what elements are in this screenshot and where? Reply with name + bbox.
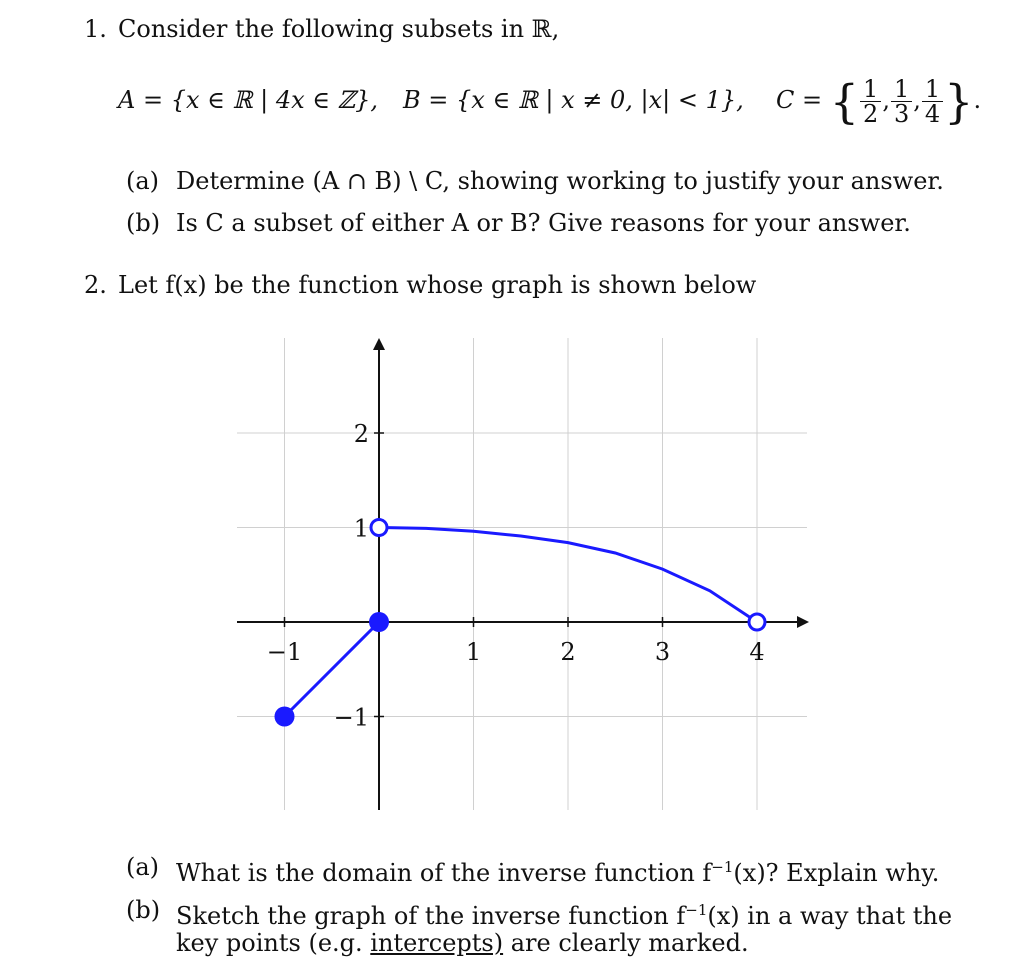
- y-axis-arrow: [373, 338, 385, 350]
- q2-part-b-label: (b): [126, 896, 161, 924]
- set-c-frac-1: $\frac{1}{2}$: [860, 77, 881, 126]
- set-a-definition: A = {x ∈ ℝ | 4x ∈ ℤ},: [118, 86, 379, 114]
- question-2-intro: Let f(x) be the function whose graph is shown below: [118, 271, 757, 299]
- right-brace: }: [944, 74, 974, 129]
- grid: [237, 338, 807, 810]
- series-line-segment: [285, 622, 380, 717]
- open-point: [371, 520, 387, 536]
- question-1-intro: Consider the following subsets in ℝ,: [118, 15, 560, 43]
- y-tick-label: −1: [333, 703, 369, 732]
- set-c-frac-2: $\frac{1}{3}$: [891, 77, 912, 126]
- q1-part-a-text: Determine (A ∩ B) \ C, showing working to justify your answer.: [176, 167, 944, 195]
- y-tick-label: 2: [353, 420, 369, 448]
- y-tick-label: 1: [353, 514, 369, 543]
- closed-point: [275, 707, 295, 727]
- left-brace: {: [829, 74, 860, 129]
- x-tick-label: −1: [266, 638, 303, 666]
- x-tick-label: 3: [654, 638, 671, 666]
- q2-part-a-text: What is the domain of the inverse function $f^{-1}(x)$? Explain why.: [176, 858, 940, 887]
- axes: [237, 338, 809, 810]
- q1-part-b-label: (b): [126, 209, 161, 237]
- set-b-definition: B = {x ∈ ℝ | x ≠ 0, |x| < 1},: [403, 86, 744, 114]
- set-c-frac-3: $\frac{1}{4}$: [922, 77, 943, 126]
- closed-point: [369, 612, 389, 632]
- q1-part-b-text: Is C a subset of either A or B? Give reasons for your answer.: [176, 209, 911, 237]
- x-tick-label: 2: [560, 638, 576, 666]
- question-2-number: 2.: [84, 271, 107, 299]
- function-graph: [232, 330, 812, 820]
- x-tick-label: 4: [749, 638, 765, 666]
- tick-labels: [267, 420, 765, 732]
- set-c-definition: C = { $\frac{1}{2}$ , $\frac{1}{3}$ , $\frac{1}{4}$ }.: [776, 74, 982, 129]
- x-axis-arrow: [797, 616, 809, 628]
- q2-part-a-label: (a): [126, 853, 160, 881]
- q2-part-b-text: Sketch the graph of the inverse function $f^{-1}(x)$ in a way that the: [176, 901, 953, 930]
- x-tick-label: 1: [465, 638, 482, 666]
- question-1-number: 1.: [84, 15, 107, 43]
- q2-part-b-text-line2: key points (e.g. intercepts) are clearly marked.: [176, 929, 749, 957]
- q1-part-a-label: (a): [126, 167, 160, 195]
- open-point: [749, 614, 765, 630]
- set-c-prefix: C =: [776, 86, 823, 114]
